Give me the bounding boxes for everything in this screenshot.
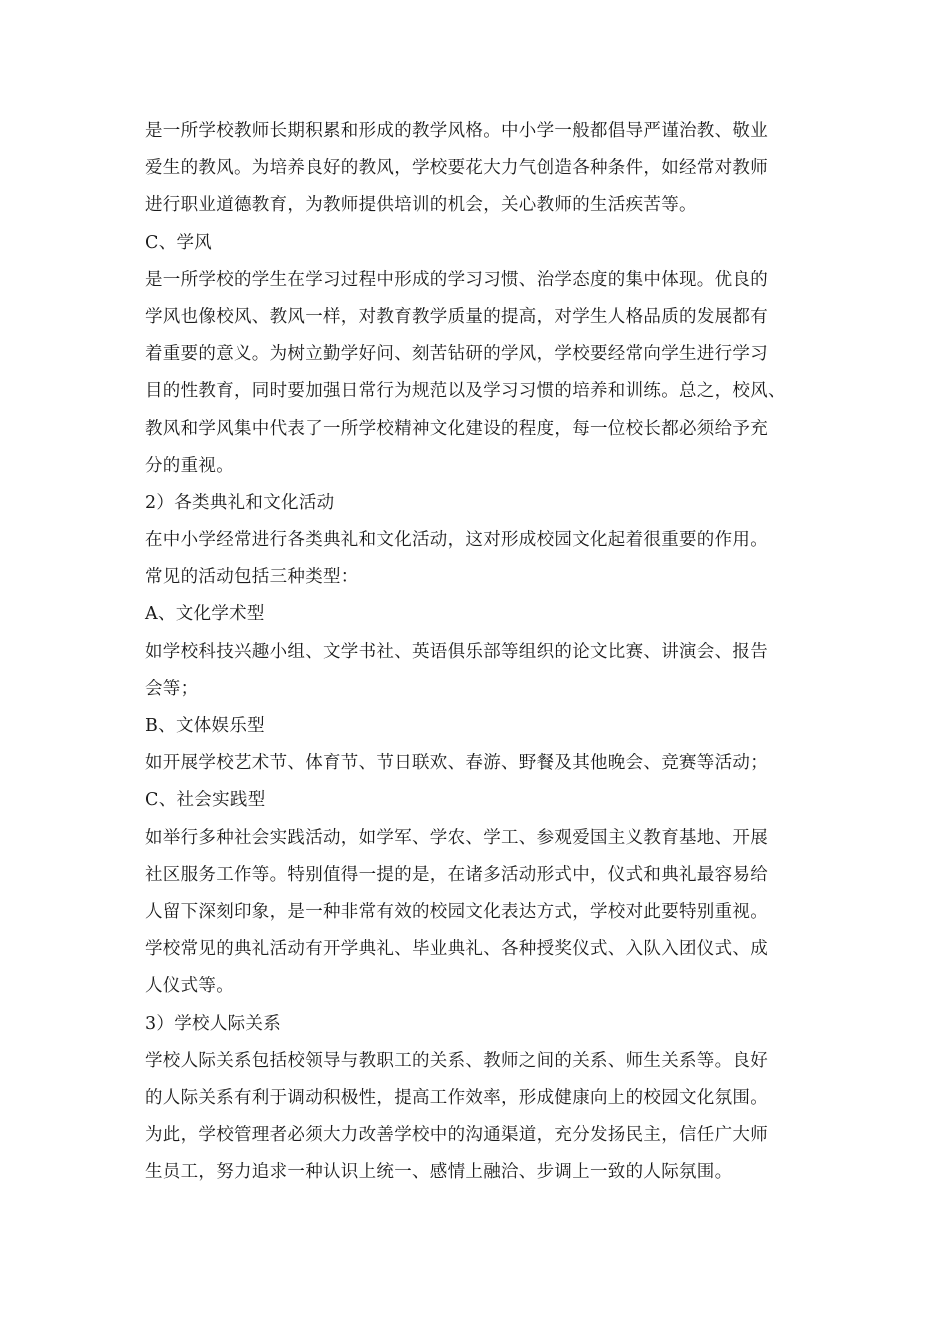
text-line: 常见的活动包括三种类型： [145,567,359,588]
section-heading: C、学风 [145,232,213,253]
text-line: 会等； [145,678,199,699]
text-line: 目的性教育，同时要加强日常行为规范以及学习习惯的培养和训练。总之，校风、 [145,381,786,402]
section-heading: C、社会实践型 [145,790,266,811]
text-line: 学风也像校风、教风一样，对教育教学质量的提高，对学生人格品质的发展都有 [145,306,768,327]
text-line: 生员工，努力追求一种认识上统一、感情上融洽、步调上一致的人际氛围。 [145,1162,733,1183]
text-line: 爱生的教风。为培养良好的教风，学校要花大力气创造各种条件，如经常对教师 [145,158,768,179]
text-line: 是一所学校的学生在学习过程中形成的学习习惯、治学态度的集中体现。优良的 [145,269,768,290]
text-line: 学校常见的典礼活动有开学典礼、毕业典礼、各种授奖仪式、入队入团仪式、成 [145,939,768,960]
document-body [145,113,810,1191]
text-line: 人留下深刻印象，是一种非常有效的校园文化表达方式，学校对此要特别重视。 [145,901,768,922]
text-line: 是一所学校教师长期积累和形成的教学风格。中小学一般都倡导严谨治教、敬业 [145,121,768,141]
text-line: 社区服务工作等。特别值得一提的是，在诸多活动形式中，仪式和典礼最容易给 [145,864,768,885]
text-line: 为此，学校管理者必须大力改善学校中的沟通渠道，充分发扬民主，信任广大师 [145,1125,768,1146]
section-heading: 2）各类典礼和文化活动 [145,492,335,513]
text-line: 在中小学经常进行各类典礼和文化活动，这对形成校园文化起着很重要的作用。 [145,530,768,551]
text-line: 人仪式等。 [145,976,234,997]
text-line: 如学校科技兴趣小组、文学书社、英语俱乐部等组织的论文比赛、讲演会、报告 [145,641,768,662]
section-heading: B、文体娱乐型 [145,716,265,736]
text-line: 学校人际关系包括校领导与教职工的关系、教师之间的关系、师生关系等。良好 [145,1050,768,1071]
text-line: 分的重视。 [145,455,234,476]
text-line: 如举行多种社会实践活动，如学军、学农、学工、参观爱国主义教育基地、开展 [145,827,768,848]
text-line: 的人际关系有利于调动积极性，提高工作效率，形成健康向上的校园文化氛围。 [145,1087,768,1108]
section-heading: 3）学校人际关系 [145,1013,282,1034]
text-line: 进行职业道德教育，为教师提供培训的机会，关心教师的生活疾苦等。 [145,195,697,216]
text-line: 教风和学风集中代表了一所学校精神文化建设的程度，每一位校长都必须给予充 [145,418,768,439]
section-heading: A、文化学术型 [145,604,265,625]
text-line: 如开展学校艺术节、体育节、节日联欢、春游、野餐及其他晚会、竞赛等活动； [145,753,768,774]
text-line: 着重要的意义。为树立勤学好问、刻苦钻研的学风，学校要经常向学生进行学习 [145,344,768,365]
